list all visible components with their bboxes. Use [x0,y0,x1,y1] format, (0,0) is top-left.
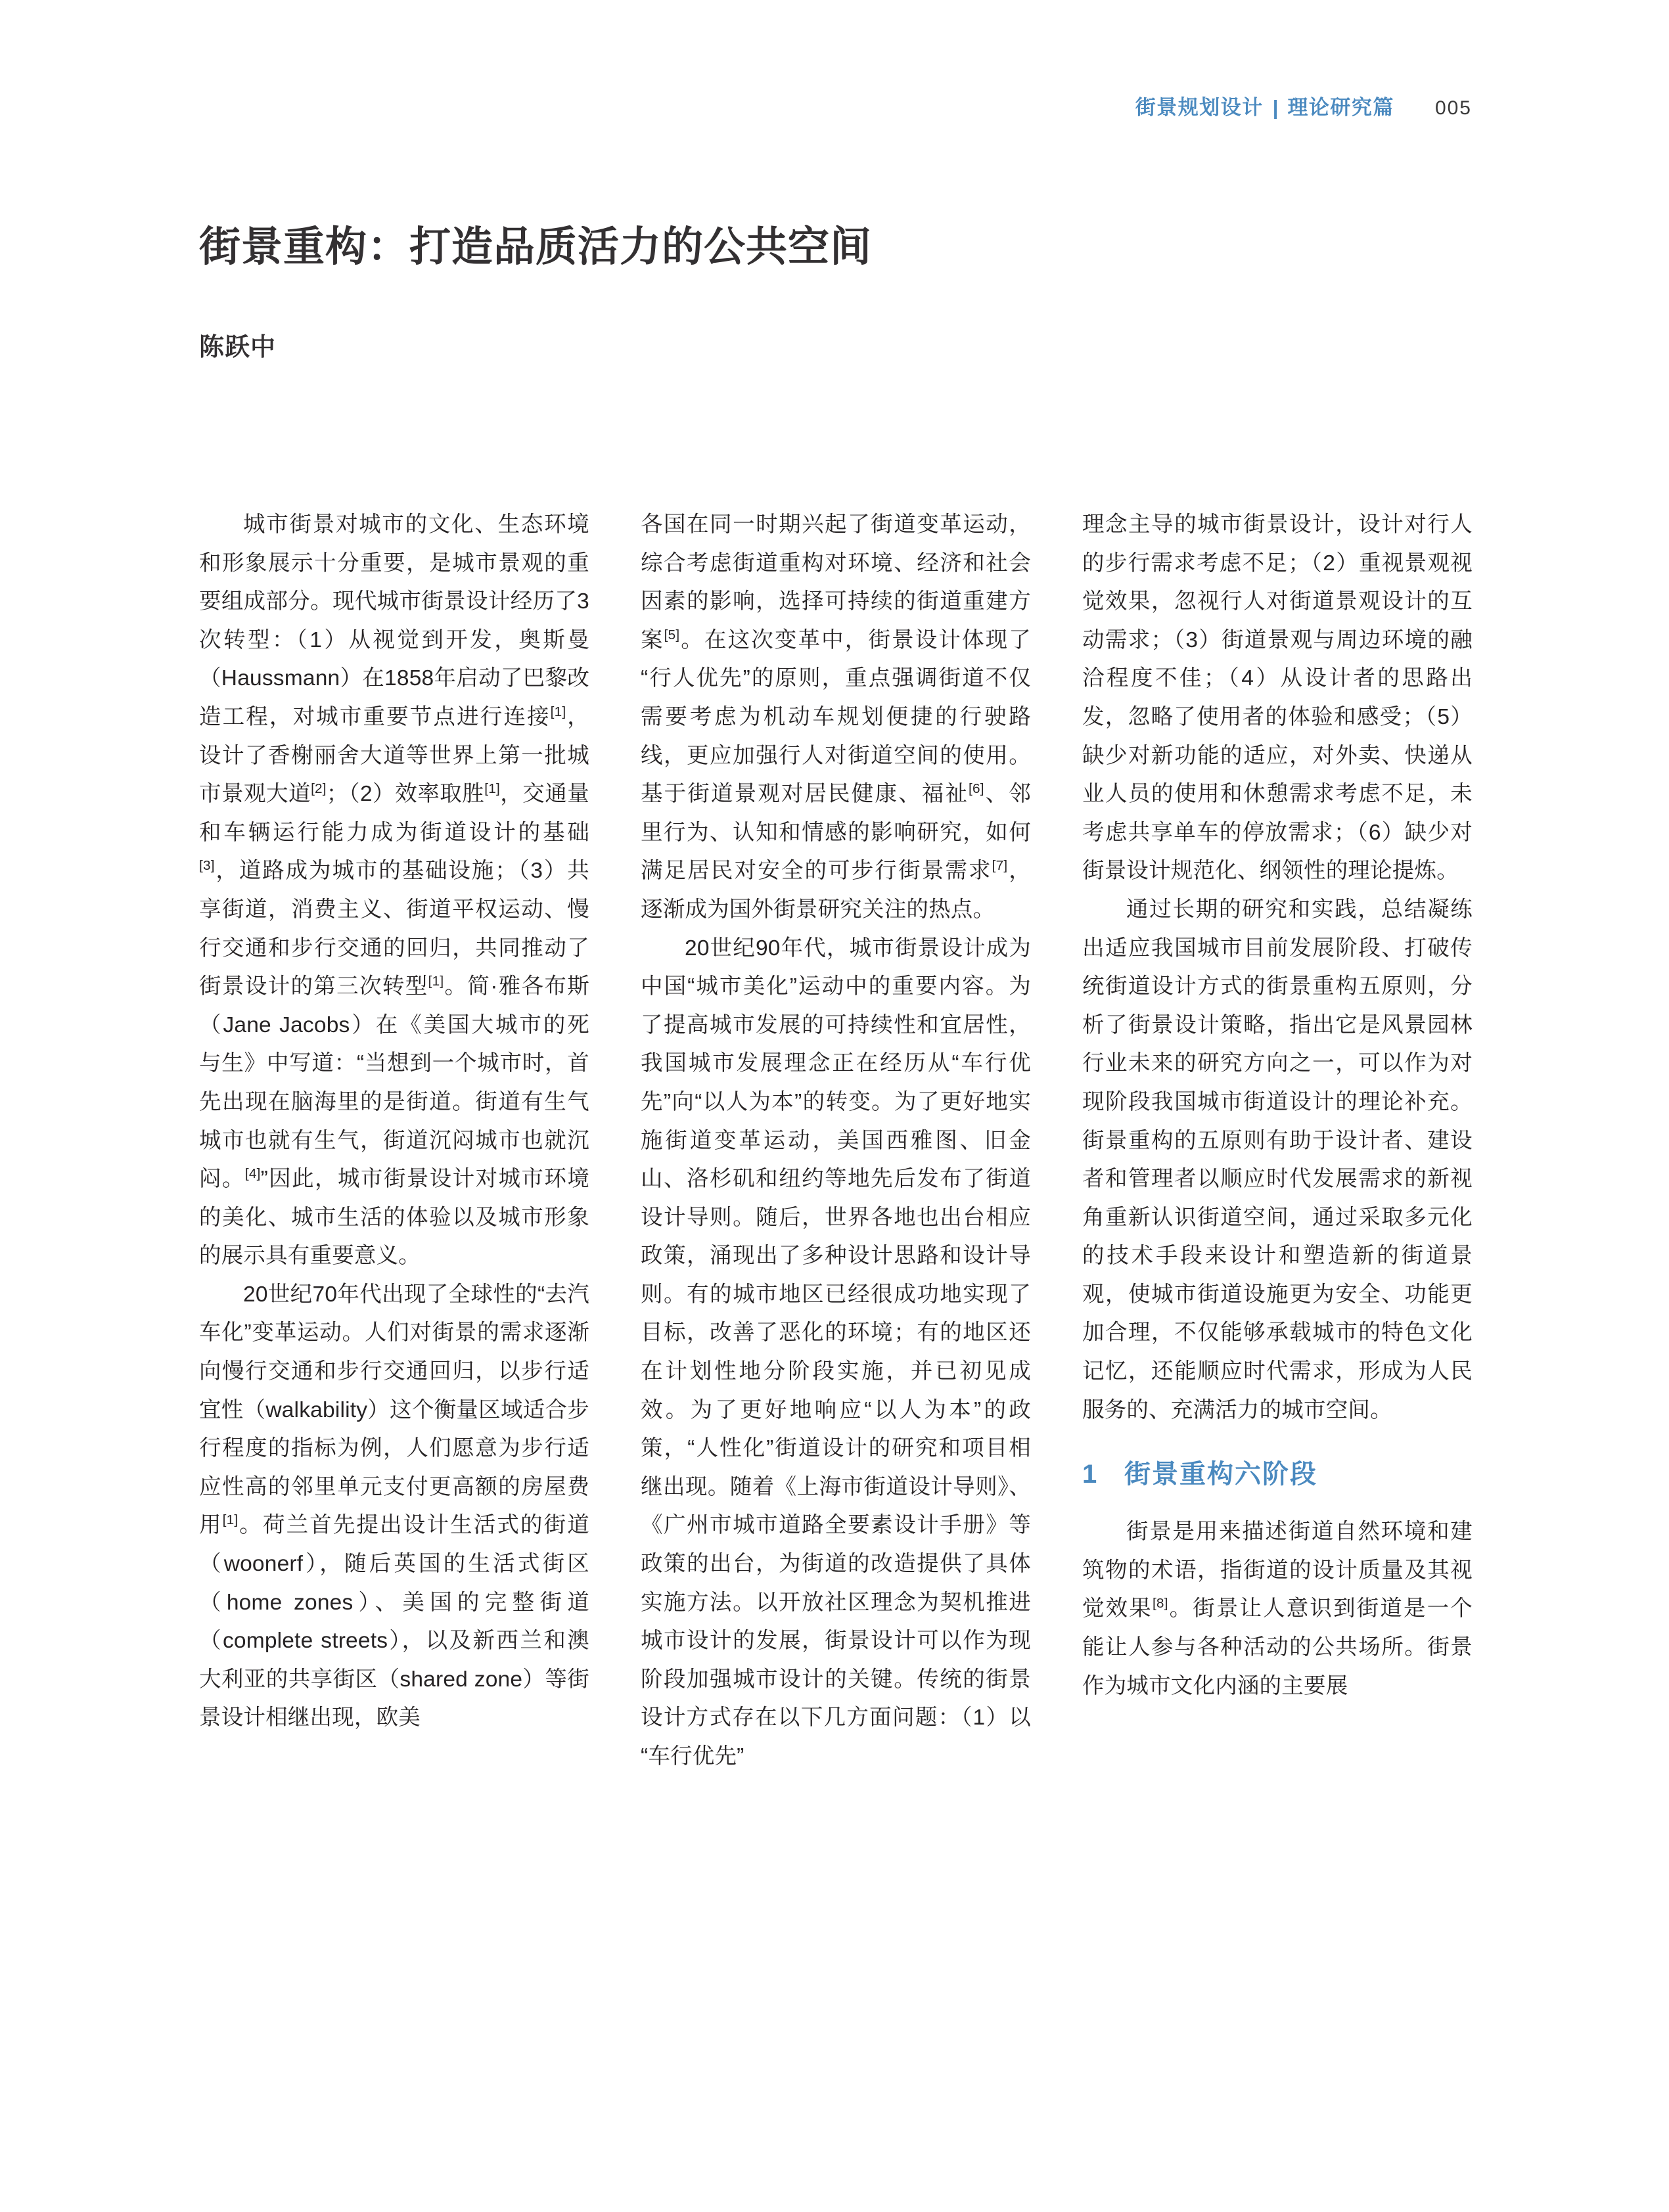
body-paragraph [1082,506,1473,891]
section-title: 街景重构六阶段 [1124,1460,1317,1489]
running-head-separator: | [1272,96,1279,119]
reference-marker: [1] [222,1512,239,1528]
column-2 [641,506,1031,1776]
paragraph-text: 城市街景对城市的文化、生态环境和形象展示十分重要，是城市景观的重要组成部分。现代城市街景设计经历了3次转型：（1）从视觉到开发，奥斯曼（Haussmann）在1858年启动了巴黎改造工程，对城市重要节点进行连接 [199,512,589,729]
paragraph-text: 街景是用来描述街道自然环境和建筑物的术语，指街道的设计质量及其视觉效果 [1082,1520,1473,1621]
page-title: 街景重构：打造品质活力的公共空间 [199,224,872,271]
paragraph-text: 。在这次变革中，街景设计体现了“行人优先”的原则，重点强调街道不仅需要考虑为机动车规划便捷的行驶路线，更应加强行人对街道空间的使用。基于街道景观对居民健康、福祉 [641,627,1032,807]
running-head [1135,91,1472,120]
paragraph-text: 各国在同一时期兴起了街道变革运动，综合考虑街道重构对环境、经济和社会因素的影响，选择可持续的街道重建方案 [641,512,1031,652]
body-paragraph [641,506,1031,930]
paragraph-text: 20世纪70年代出现了全球性的“去汽车化”变革运动。人们对街景的需求逐渐向慢行交通和步行交通回归，以步行适宜性（walkability）这个衡量区域适合步行程度的指标为例，人们愿意为步行适应性高的邻里单元支付更高额的房屋费用 [199,1282,589,1538]
body-paragraph [199,506,589,1276]
column-1 [199,506,589,1776]
paragraph-text: 。荷兰首先提出设计生活式的街道（woonerf），随后英国的生活式街区（home zones）、美国的完整街道（complete streets），以及新西兰和澳大利亚的共享街区（shared zone）等街景设计相继出现，欧美 [199,1513,590,1730]
section-heading [1082,1453,1473,1491]
body-paragraph [641,930,1031,1776]
paragraph-text: 。简·雅各布斯（Jane Jacobs）在《美国大城市的死与生》中写道：“当想到一个城市时，首先出现在脑海里的是街道。街道有生气城市也就有生气，街道沉闷城市也就沉闷。 [199,974,589,1192]
section-number: 1 [1082,1460,1097,1489]
reference-marker: [1] [484,781,500,796]
body-paragraph [1082,891,1473,1430]
paragraph-text: ，道路成为城市的基础设施；（3）共享街道，消费主义、街道平权运动、慢行交通和步行交通的回归，共同推动了街景设计的第三次转型 [199,859,589,999]
reference-marker: [8] [1152,1596,1168,1612]
paragraph-text: 。街景让人意识到街道是一个能让人参与各种活动的公共场所。街景作为城市文化内涵的主要展 [1082,1596,1473,1698]
running-head-subsection: 理论研究篇 [1287,96,1394,119]
paragraph-text: ，交通量和车辆运行能力成为街道设计的基础 [199,782,589,845]
column-3 [1082,506,1473,1776]
running-head-section: 街景规划设计 [1135,96,1264,119]
reference-marker: [1] [550,704,566,719]
article-author: 陈跃中 [199,334,277,361]
reference-marker: [6] [969,781,984,796]
paragraph-text: 20世纪90年代，城市街景设计成为中国“城市美化”运动中的重要内容。为了提高城市发展的可持续性和宜居性，我国城市发展理念正在经历从“车行优先”向“以人为本”的转变。为了更好地实施街道变革运动，美国西雅图、旧金山、洛杉矶和纽约等地先后发布了街道设计导则。随后，世界各地也出台相应政策，涌现出了多种设计思路和设计导则。有的城市地区已经很成功地实现了目标，改善了恶化的环境；有的地区还在计划性地分阶段实施，并已初见成效。为了更好地响应“以人为本”的政策，“人性化”街道设计的研究和项目相继出现。随着《上海市街道设计导则》、《广州市城市道路全要素设计手册》等政策的出台，为街道的改造提供了具体实施方法。以开放社区理念为契机推进城市设计的发展，街景设计可以作为现阶段加强城市设计的关键。传统的街景设计方式存在以下几方面问题：（1）以“车行优先” [641,936,1031,1769]
paragraph-text: 理念主导的城市街景设计，设计对行人的步行需求考虑不足；（2）重视景观视觉效果，忽视行人对街道景观设计的互动需求；（3）街道景观与周边环境的融洽程度不佳；（4）从设计者的思路出发，忽略了使用者的体验和感受；（5）缺少对新功能的适应，对外卖、快递从业人员的使用和休憩需求考虑不足，未考虑共享单车的停放需求；（6）缺少对街景设计规范化、纲领性的理论提炼。 [1082,512,1473,884]
paragraph-text: 、邻里行为、认知和情感的影响研究，如何满足居民对安全的可步行街景需求 [641,782,1031,884]
paragraph-text: ；（2）效率取胜 [326,782,485,807]
body-paragraph [1082,1513,1473,1705]
reference-marker: [7] [992,858,1008,874]
body-paragraph [199,1276,589,1738]
paragraph-text: ”因此，城市街景设计对城市环境的美化、城市生活的体验以及城市形象的展示具有重要意义。 [199,1167,590,1269]
reference-marker: [3] [199,858,215,874]
reference-marker: [4] [244,1165,261,1181]
paragraph-text: 通过长期的研究和实践，总结凝练出适应我国城市目前发展阶段、打破传统街道设计方式的街景重构五原则，分析了街景设计策略，指出它是风景园林行业未来的研究方向之一，可以作为对现阶段我国城市街道设计的理论补充。街景重构的五原则有助于设计者、建设者和管理者以顺应时代发展需求的新视角重新认识街道空间，通过采取多元化的技术手段来设计和塑造新的街道景观，使城市街道设施更为安全、功能更加合理，不仅能够承载城市的特色文化记忆，还能顺应时代需求，形成为人民服务的、充满活力的城市空间。 [1082,897,1473,1422]
reference-marker: [2] [311,781,327,796]
reference-marker: [5] [664,627,680,643]
paragraph-text: ，设计了香榭丽舍大道等世界上第一批城市景观大道 [199,704,590,807]
page-number: 005 [1434,97,1472,119]
reference-marker: [1] [428,973,444,989]
paragraph-text: ，逐渐成为国外街景研究关注的热点。 [641,859,1032,922]
article-body [199,506,1473,1776]
